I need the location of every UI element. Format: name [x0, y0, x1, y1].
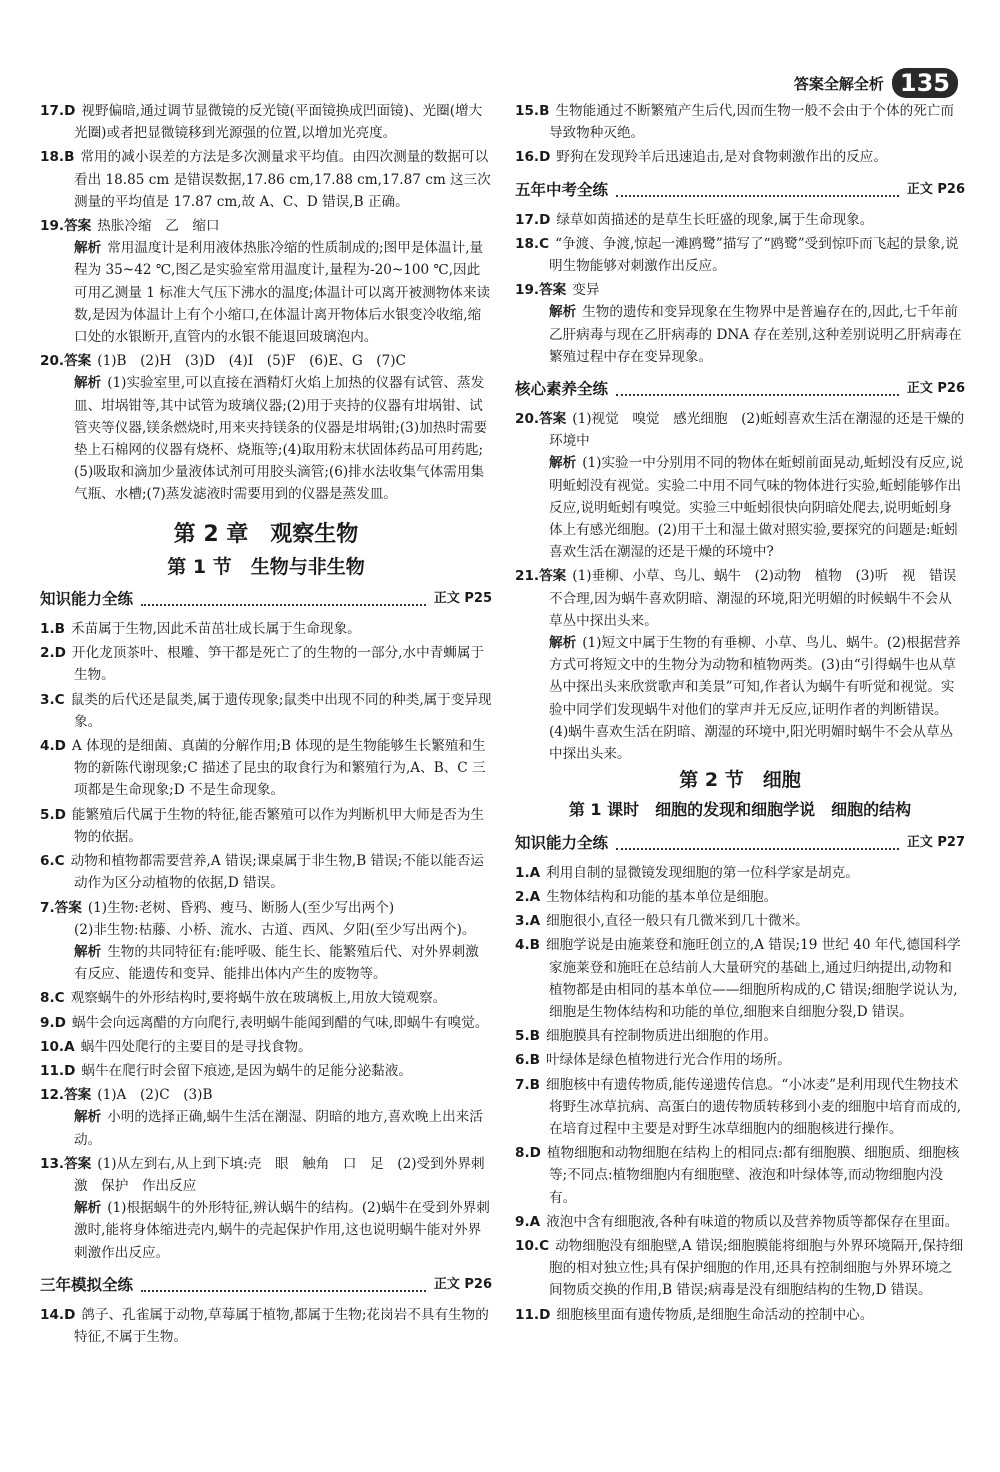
answer-text: 植物细胞和动物细胞在结构上的相同点:都有细胞膜、细胞质、细胞核等;不同点:植物细胞内有细胞壁、液泡和叶绿体等,而动物细胞内没有。: [546, 1145, 960, 1206]
answer-entry: [515, 209, 965, 231]
answer-entry: [515, 862, 965, 884]
answer-entry: [40, 689, 492, 733]
answer-entry: [40, 618, 492, 640]
answer-entry: 21.答案 (1)垂柳、小草、鸟儿、蜗牛 (2)动物 植物 (3)听 视 错误 不合理,因为蜗牛喜欢阴暗、潮湿的环境,阳光明媚的时候蜗牛不会从草丛中探出头来。 解析 (1)短文中属于生物的有垂柳、小草、鸟儿、蜗牛。(2)根据营养方式可将短文中的生物分为动物和植物两类。(3)由“引得蜗牛也从草丛中探出头来欣赏歌声和美景”可知,作者认为蜗牛有听觉和视觉。实验中同学们发现蜗牛对他们的掌声并无反应,证明作者的判断错误。(4)蜗牛喜欢生活在阴暗、潮湿的环境中,阳光明媚时蜗牛不会从草丛中探出头来。: [515, 568, 970, 763]
answer-text: 常用的减小误差的方法是多次测量求平均值。由四次测量的数据可以看出 18.85 cm 是错误数据,17.86 cm,17.88 cm,17.87 cm 这三次测量的平均值是 17.87 cm,故 A、C、D 错误,B 正确。: [74, 149, 491, 210]
answer-text: 观察蜗牛的外形结构时,要将蜗牛放在玻璃板上,用放大镜观察。: [70, 990, 447, 1007]
left-column: [40, 100, 492, 1350]
answer-number: 9.A: [515, 1213, 541, 1230]
answer-entry: [40, 1012, 492, 1034]
answer-entry: 12.答案 (1)A (2)C (3)B 解析 小明的选择正确,蜗牛生活在潮湿、阴暗的地方,喜欢晚上出来活动。: [40, 1087, 483, 1148]
page-header: [794, 66, 958, 100]
answer-text: 液泡中含有细胞液,各种有味道的物质以及营养物质等都保存在里面。: [546, 1213, 959, 1230]
answer-entry: [515, 1235, 965, 1302]
answer-number: 11.D: [515, 1306, 551, 1323]
answer-text: 生物体结构和功能的基本单位是细胞。: [546, 888, 778, 905]
answer-number: 1.A: [515, 864, 541, 881]
answer-text: A 体现的是细菌、真菌的分解作用;B 体现的是生物能够生长繁殖和生物的新陈代谢现象;C 描述了昆虫的取食行为和繁殖行为,A、B、C 三项都是生命现象;D 不是生命现象。: [71, 738, 486, 799]
page-number: 135: [892, 68, 958, 98]
answer-number: 11.D: [40, 1062, 76, 1079]
answer-number: 17.D: [515, 211, 551, 228]
answer-text: 蜗牛会向远离醋的方向爬行,表明蜗牛能闻到醋的气味,即蜗牛有嗅觉。: [71, 1014, 489, 1031]
answer-entry: 20.答案 (1)视觉 嗅觉 感光细胞 (2)蚯蚓喜欢生活在潮湿的还是干燥的环境中 解析 (1)实验一中分别用不同的物体在蚯蚓前面晃动,蚯蚓没有反应,说明蚯蚓没有视觉。实验二中用不同气味的物体进行实验,蚯蚓能够作出反应,说明蚯蚓有嗅觉。实验三中蚯蚓很快向阴暗处爬去,说明蚯蚓身体上有感光细胞。(2)用干土和湿土做对照实验,要探究的问题是:蚯蚓喜欢生活在潮湿的还是干燥的环境中?: [515, 411, 965, 561]
answer-entry: 20.答案 (1)B (2)H (3)D (4)I (5)F (6)E、G (7)C 解析 (1)实验室里,可以直接在酒精灯火焰上加热的仪器有试管、蒸发皿、坩埚钳等,其中试管为玻璃仪器;(2)用于夹持的仪器有坩埚钳、试管夹等仪器,镁条燃烧时,用来夹持镁条的仪器是坩埚钳;(3)加热时需要垫上石棉网的仪器有烧杯、烧瓶等;(4)取用粉末状固体药品可用药匙;(5)吸取和滴加少量液体试剂可用胶头滴管;(6)排水法收集气体需用集气瓶、水槽;(7)蒸发滤液时需要用到的仪器是蒸发皿。: [40, 353, 488, 503]
answer-entry: [515, 1074, 965, 1141]
answer-text: 细胞学说是由施莱登和施旺创立的,A 错误;19 世纪 40 年代,德国科学家施莱登和施旺在总结前人大量研究的基础上,通过归纳提出,动物和植物都是由相同的基本单位——细胞所构成的,C 错误;细胞学说认为,细胞是生物体结构和功能的单位,细胞来自细胞分裂,D 错误。: [545, 937, 961, 1020]
answer-text: 能繁殖后代属于生物的特征,能否繁殖可以作为判断机甲大师是否为生物的依据。: [71, 806, 485, 845]
answer-number: 10.C: [515, 1237, 550, 1254]
answer-text: 细胞核中有遗传物质,能传递遗传信息。“小冰麦”是利用现代生物技术将野生冰草抗病、高蛋白的遗传物质转移到小麦的细胞中培育而成的,在培育过程中主要是对野生冰草细胞内的细胞核进行操作。: [545, 1076, 962, 1137]
answer-entry: [515, 886, 965, 908]
section-bar: 三年模拟全练 正文 P26: [40, 1275, 492, 1294]
section-bar: 知识能力全练 正文 P25: [40, 589, 492, 608]
answer-number: 2.A: [515, 888, 541, 905]
answer-number: 1.B: [40, 621, 65, 638]
answer-text: 动物细胞没有细胞壁,A 错误;细胞膜能将细胞与外界环境隔开,保持细胞的相对独立性;具有保护细胞的作用,还具有控制细胞与外界环境之间物质交换的作用,B 错误;病毒是没有细胞结构的生物,D 错误。: [549, 1237, 964, 1299]
watermark-logo: [828, 1398, 978, 1458]
answer-number: 5.D: [40, 806, 66, 823]
answer-entry: [40, 146, 492, 213]
answer-number: 8.D: [515, 1145, 541, 1162]
answer-number: 3.A: [515, 913, 541, 930]
section-bar: 知识能力全练 正文 P27: [515, 833, 965, 852]
answer-entry: [40, 735, 492, 802]
answer-entry: [515, 1025, 965, 1047]
answer-number: 8.C: [40, 990, 65, 1007]
answer-entry: [515, 100, 965, 144]
answer-entry: [40, 987, 492, 1009]
answer-entry: [515, 934, 965, 1023]
answer-entry: [515, 233, 965, 277]
answer-text: 开化龙顶茶叶、根雕、笋干都是死亡了的生物的一部分,水中青蛳属于生物。: [71, 645, 485, 684]
answer-entry: [40, 1304, 492, 1348]
answer-entry: [40, 642, 492, 686]
answer-text: 禾苗属于生物,因此禾苗茁壮成长属于生命现象。: [70, 621, 361, 638]
answer-entry: [40, 100, 492, 144]
answer-number: 18.B: [40, 149, 75, 166]
answer-entry: [40, 804, 492, 848]
answer-text: 细胞膜具有控制物质进出细胞的作用。: [545, 1028, 778, 1045]
answer-number: 7.B: [515, 1076, 540, 1093]
right-column: [515, 100, 970, 1328]
answer-number: 14.D: [40, 1306, 76, 1323]
answer-entry: [515, 146, 965, 168]
answer-text: 生物能通过不断繁殖产生后代,因而生物一般不会由于个体的死亡而导致物种灭绝。: [549, 103, 954, 142]
answer-number: 3.C: [40, 691, 65, 708]
answer-entry: 7.答案 (1)生物:老树、昏鸦、瘦马、断肠人(至少写出两个) (2)非生物:枯藤、小桥、流水、古道、西风、夕阳(至少写出两个)。 解析 生物的共同特征有:能呼吸、能生长、能繁殖后代、对外界刺激有反应、能遗传和变异、能排出体内产生的废物等。: [40, 899, 479, 983]
answer-number: 6.C: [40, 853, 65, 870]
section-bar: 五年中考全练 正文 P26: [515, 180, 965, 199]
answer-number: 15.B: [515, 103, 550, 119]
answer-entry: [515, 1142, 965, 1209]
answer-entry: [515, 1049, 965, 1071]
answer-text: “争渡、争渡,惊起一滩鸥鹭”描写了“鸥鹭”受到惊吓而飞起的景象,说明生物能够对刺激作出反应。: [549, 235, 959, 275]
answer-number: 9.D: [40, 1014, 66, 1031]
answer-text: 动物和植物都需要营养,A 错误;课桌属于非生物,B 错误;不能以能否运动作为区分动植物的依据,D 错误。: [70, 853, 484, 892]
section-title: 第 1 节 生物与非生物: [167, 555, 365, 578]
answer-text: 野狗在发现羚羊后迅速追击,是对食物刺激作出的反应。: [556, 149, 887, 166]
answer-text: 蜗牛在爬行时会留下痕迹,是因为蜗牛的足能分泌黏液。: [81, 1062, 412, 1079]
chapter-title: 第 2 章 观察生物: [173, 521, 359, 547]
answer-number: 4.B: [515, 937, 540, 954]
answer-text: 鸽子、孔雀属于动物,草莓属于植物,都属于生物;花岗岩不具有生物的特征,不属于生物。: [74, 1306, 489, 1345]
answer-text: 细胞核里面有遗传物质,是细胞生命活动的控制中心。: [556, 1306, 874, 1323]
answer-entry: 19.答案 热胀冷缩 乙 缩口 解析 常用温度计是利用液体热胀冷缩的性质制成的;图甲是体温计,量程为 35~42 ℃,图乙是实验室常用温度计,量程为-20~100 ℃,因此可用乙测量 1 标准大气压下沸水的温度;体温计可以离开被测物体来读数,是因为体温计上有个小缩口,在体温计离开物体后水银变冷收缩,缩口处的水银断开,直管内的水银不能退回玻璃泡内。: [40, 218, 491, 346]
answer-number: 17.D: [40, 103, 76, 119]
answer-entry: [515, 1304, 965, 1326]
answer-text: 鼠类的后代还是鼠类,属于遗传现象;鼠类中出现不同的种类,属于变异现象。: [70, 691, 492, 730]
answer-entry: 19.答案 变异 解析 生物的遗传和变异现象在生物界中是普遍存在的,因此,七千年前乙肝病毒与现在乙肝病毒的 DNA 存在差别,这种差别说明乙肝病毒在繁殖过程中存在变异现象。: [515, 282, 962, 365]
lesson-title: 第 1 课时 细胞的发现和细胞学说 细胞的结构: [568, 800, 912, 820]
section-bar: 核心素养全练 正文 P26: [515, 379, 965, 398]
answer-entry: [40, 1036, 492, 1058]
answer-number: 6.B: [515, 1052, 540, 1069]
answer-text: 细胞很小,直径一般只有几微米到几十微米。: [546, 913, 809, 930]
answer-text: 绿草如茵描述的是草生长旺盛的现象,属于生命现象。: [556, 211, 874, 228]
answer-entry: [515, 910, 965, 932]
answer-entry: 13.答案 (1)从左到右,从上到下填:壳 眼 触角 口 足 (2)受到外界刺激 保护 作出反应 解析 (1)根据蜗牛的外形特征,辨认蜗牛的结构。(2)蜗牛在受到外界刺激时,能将身体缩进壳内,蜗牛的壳起保护作用,这也说明蜗牛能对外界刺激作出反应。: [40, 1155, 490, 1261]
answer-entry: [40, 850, 492, 894]
answer-text: 蜗牛四处爬行的主要目的是寻找食物。: [80, 1038, 312, 1055]
answer-number: 18.C: [515, 235, 550, 252]
answer-number: 4.D: [40, 738, 66, 755]
answer-number: 16.D: [515, 149, 551, 166]
answer-text: 视野偏暗,通过调节显微镜的反光镜(平面镜换成凹面镜)、光圈(增大光圈)或者把显微镜移到光源强的位置,以增加光亮度。: [74, 103, 483, 142]
answer-number: 2.D: [40, 645, 66, 662]
answer-entry: [40, 1060, 492, 1082]
answer-text: 利用自制的显微镜发现细胞的第一位科学家是胡克。: [546, 864, 859, 881]
section-title: 第 2 节 细胞: [679, 769, 801, 792]
answer-number: 5.B: [515, 1028, 540, 1045]
header-title: 答案全解全析: [793, 74, 884, 93]
answer-number: 10.A: [40, 1038, 75, 1055]
answer-text: 叶绿体是绿色植物进行光合作用的场所。: [545, 1052, 791, 1069]
answer-entry: [515, 1211, 965, 1233]
